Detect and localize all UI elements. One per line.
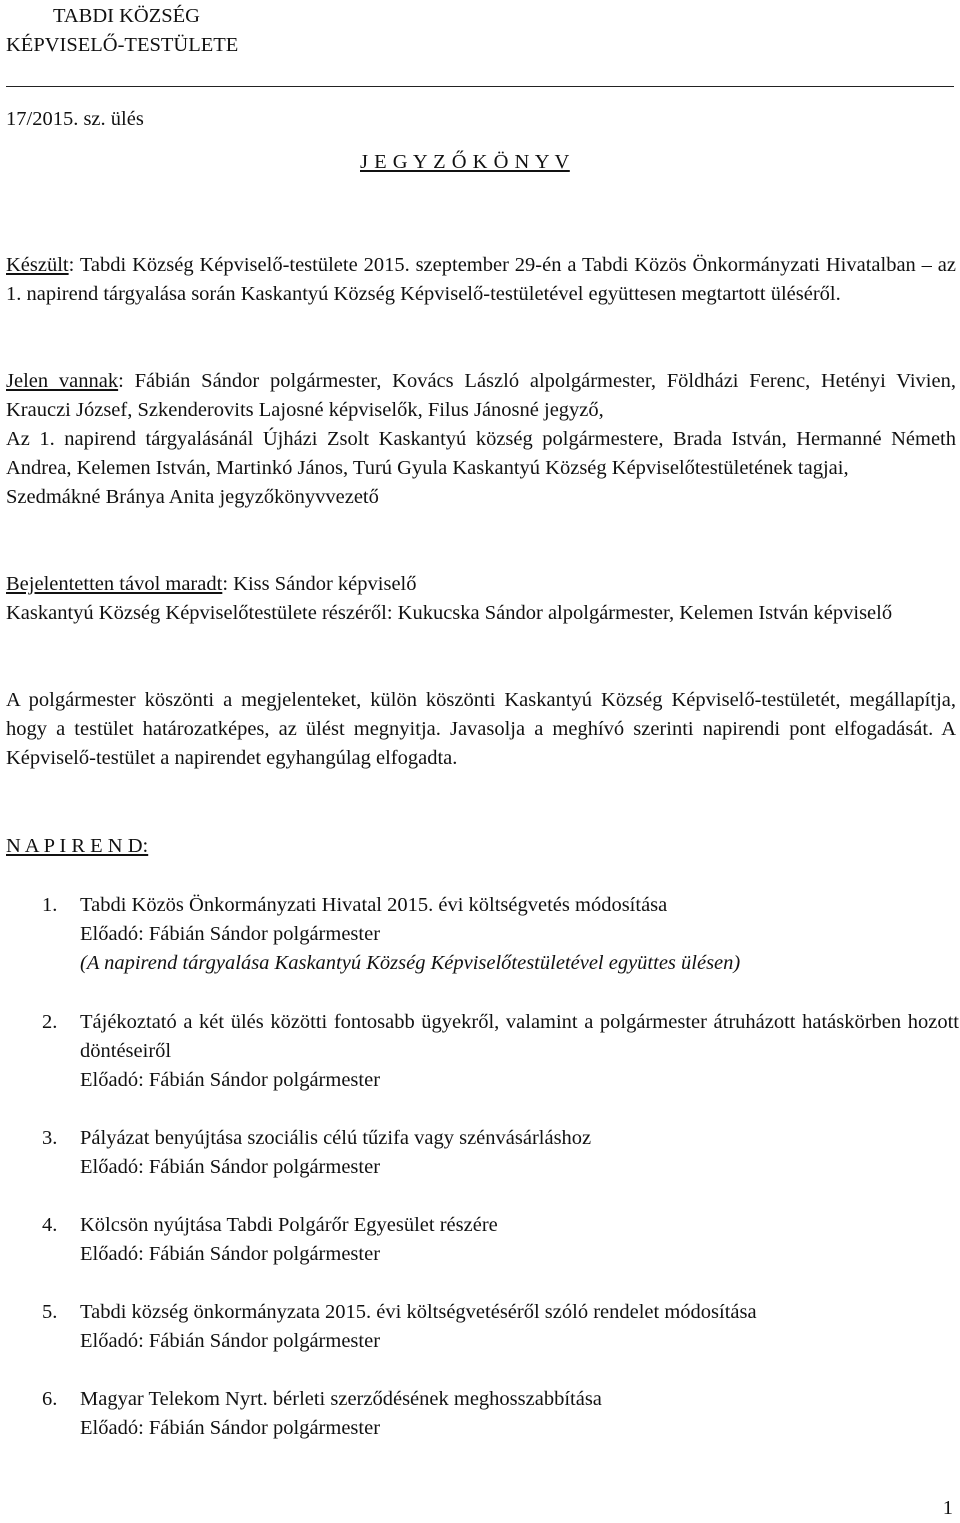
agenda-item-title: Tabdi Közös Önkormányzati Hivatal 2015. évi költségvetés módosítása [80,894,668,916]
agenda-item-number: 1. [42,894,58,916]
attendees-minutes-keeper: Szedmákné Bránya Anita jegyzőkönyvvezető [6,486,379,508]
agenda-item-title: Kölcsön nyújtása Tabdi Polgárőr Egyesület részére [80,1214,498,1236]
absent-paragraph [6,570,956,628]
attendees-label: Jelen vannak [6,370,119,392]
agenda-title: N A P I R E N D: [6,835,149,857]
agenda-item-number: 2. [42,1011,58,1033]
agenda-item-presenter: Előadó: Fábián Sándor polgármester [80,1069,381,1091]
attendees-joint-session: Az 1. napirend tárgyalásánál Újházi Zsolt Kaskantyú község polgármestere, Brada István, Hermanné Németh Andrea, Kelemen István, Martinkó János, Turú Gyula Kaskantyú Község Képviselőtestületének tagjai, [6,428,956,479]
keszult-paragraph [6,251,956,309]
intro-paragraph: A polgármester köszönti a megjelenteket, külön köszönti Kaskantyú Község Képviselő-testületét, megállapítja, hogy a testület határozatképes, az ülést megnyitja. Javasolja a meghívó szerinti napirendi pont elfogadását. A Képviselő-testület a napirendet egyhangúlag elfogadta. [6,689,956,769]
absent-text: : Kiss Sándor képviselő [222,573,417,595]
agenda-item-presenter: Előadó: Fábián Sándor polgármester [80,1330,381,1352]
agenda-item-note: (A napirend tárgyalása Kaskantyú Község Képviselőtestületével együttes ülésen) [80,952,741,974]
header-divider [6,86,954,87]
agenda-item-presenter: Előadó: Fábián Sándor polgármester [80,1417,381,1439]
absent-label: Bejelentetten távol maradt [6,573,223,595]
absent-kaskantyu: Kaskantyú Község Képviselőtestülete részéről: Kukucska Sándor alpolgármester, Kelemen István képviselő [6,602,893,624]
agenda-item-title: Tabdi község önkormányzata 2015. évi költségvetéséről szóló rendelet módosítása [80,1301,757,1323]
attendees-paragraph [6,367,956,512]
agenda-item-title: Tájékoztató a két ülés közötti fontosabb ügyekről, valamint a polgármester átruházott hatáskörben hozott döntéseiről [80,1011,959,1062]
agenda-item-presenter: Előadó: Fábián Sándor polgármester [80,1243,381,1265]
agenda-item-number: 6. [42,1388,58,1410]
header-municipality: TABDI KÖZSÉG [53,5,200,27]
keszult-text: : Tabdi Község Képviselő-testülete 2015. szeptember 29-én a Tabdi Közös Önkormányzati Hivatalban – az 1. napirend tárgyalása során Kaskantyú Község Képviselő-testületével együttesen megtartott üléséről. [6,254,956,305]
agenda-item [6,1124,959,1182]
agenda-item-number: 3. [42,1127,58,1149]
agenda-item [6,1298,959,1356]
agenda-item [6,1385,959,1443]
keszult-label: Készült [6,254,69,276]
page-number: 1 [942,1497,953,1519]
session-number: 17/2015. sz. ülés [6,108,144,130]
attendees-text: : Fábián Sándor polgármester, Kovács László alpolgármester, Földházi Ferenc, Hetényi Vivien, Krauczi József, Szkenderovits Lajosné képviselők, Filus Jánosné jegyző, [6,370,956,421]
agenda-item-number: 4. [42,1214,58,1236]
agenda-item-presenter: Előadó: Fábián Sándor polgármester [80,1156,381,1178]
document-header [6,2,238,60]
agenda-item-number: 5. [42,1301,58,1323]
agenda-item-title: Pályázat benyújtása szociális célú tűzifa vagy szénvásárláshoz [80,1127,592,1149]
agenda-item [6,891,959,978]
document-title: J E G Y Z Ő K Ö N Y V [360,151,570,173]
agenda-item [6,1008,959,1095]
agenda-item-title: Magyar Telekom Nyrt. bérleti szerződésének meghosszabbítása [80,1388,602,1410]
header-body: KÉPVISELŐ-TESTÜLETE [6,34,239,56]
agenda-item-presenter: Előadó: Fábián Sándor polgármester [80,923,381,945]
agenda-item [6,1211,959,1269]
